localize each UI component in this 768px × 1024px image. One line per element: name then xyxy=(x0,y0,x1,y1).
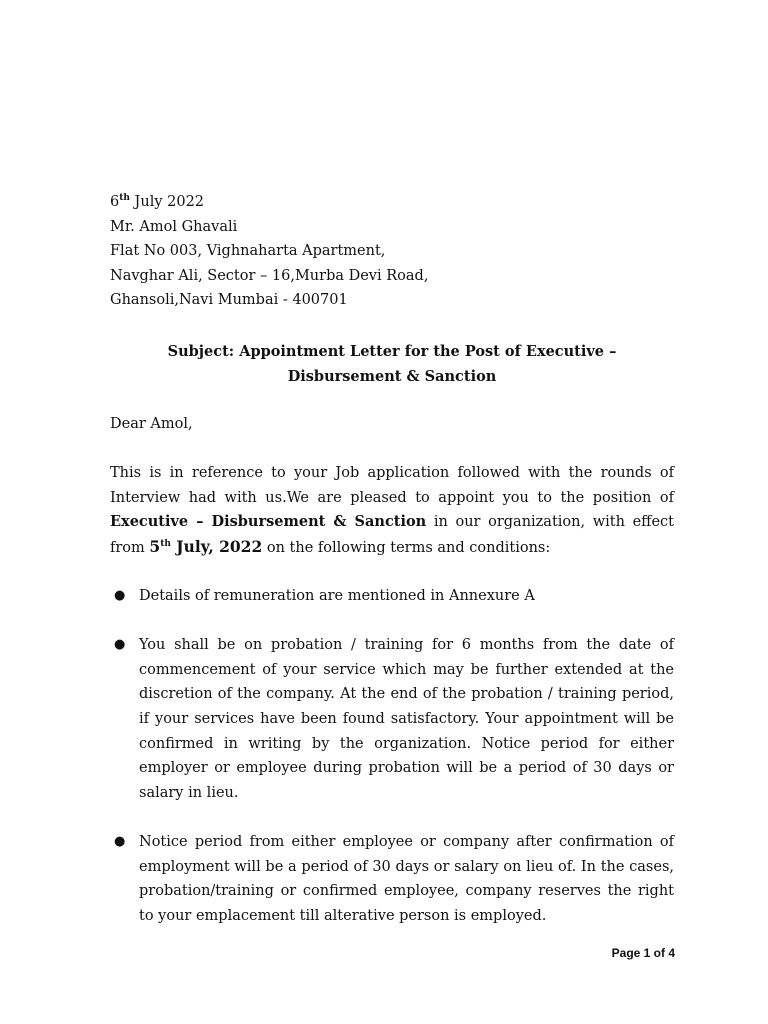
term-text: You shall be on probation / training for 6 months from the date of commencement of your service which may be further extended at the discretion of the company. At the end of the probation / training period, if your services have been found satisfactory. Your appointment will be confirmed in writing by the organization. Notice period for either employer or employee during probation will be a period of 30 days or salary in lieu. xyxy=(139,637,674,801)
salutation: Dear Amol, xyxy=(110,416,193,432)
list-item xyxy=(110,830,674,928)
subject-heading xyxy=(110,340,674,389)
date-rest: July 2022 xyxy=(129,194,205,210)
intro-text-2: in our organization, with effect from xyxy=(110,514,674,556)
term-text: Details of remuneration are mentioned in Annexure A xyxy=(139,588,535,604)
address-line-3: Ghansoli,Navi Mumbai - 400701 xyxy=(110,292,348,309)
effective-ordinal: th xyxy=(160,538,171,549)
intro-text-1: This is in reference to your Job application followed with the rounds of Interview had with us.We are pleased to appoint you to the position of xyxy=(110,465,674,506)
recipient-block xyxy=(110,190,428,313)
bullet-icon: ● xyxy=(114,833,126,849)
term-text: Notice period from either employee or company after confirmation of employment will be a period of 30 days or salary on lieu of. In the cases, probation/training or confirmed employee, company reserves the right to your emplacement till alterative person is employed. xyxy=(139,833,674,924)
intro-text-3: on the following terms and conditions: xyxy=(262,539,551,556)
date-day: 6 xyxy=(110,194,120,210)
date-ordinal: th xyxy=(119,193,130,204)
bullet-icon: ● xyxy=(114,637,126,653)
effective-date xyxy=(149,537,262,556)
subject-line-1: Subject: Appointment Letter for the Post of Executive – xyxy=(167,343,617,360)
effective-month: July xyxy=(170,536,209,556)
address-line-2: Navghar Ali, Sector – 16,Murba Devi Road, xyxy=(110,267,429,284)
effective-day: 5 xyxy=(149,536,161,556)
page-number: Page 1 of 4 xyxy=(611,946,675,960)
recipient-name: Mr. Amol Ghavali xyxy=(110,218,238,235)
list-item xyxy=(110,584,674,609)
effective-year: , 2022 xyxy=(208,536,263,556)
bullet-icon: ● xyxy=(114,588,126,603)
address-line-1: Flat No 003, Vighnaharta Apartment, xyxy=(110,243,386,260)
list-item xyxy=(110,633,674,805)
letter-date xyxy=(110,190,428,215)
intro-paragraph xyxy=(110,461,674,560)
terms-list xyxy=(110,584,674,953)
subject-line-2: Disbursement & Sanction xyxy=(287,367,497,385)
position-title: Executive – Disbursement & Sanction xyxy=(110,513,427,531)
